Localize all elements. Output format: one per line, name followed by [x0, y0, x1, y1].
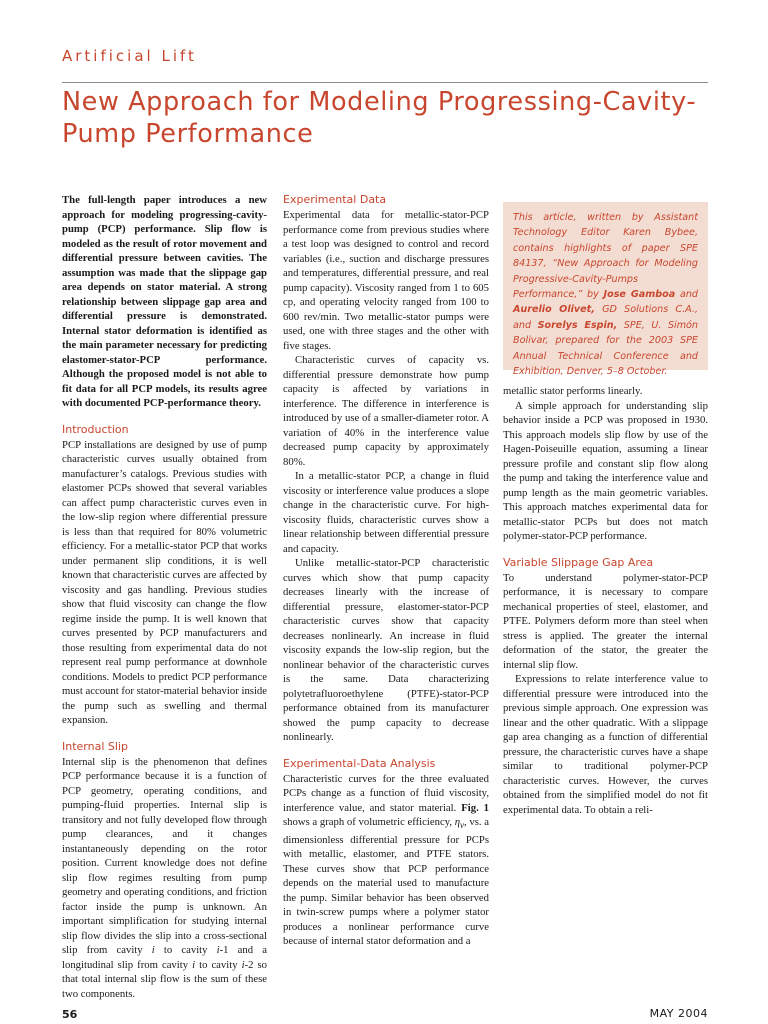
experimental-analysis-paragraph-1: Characteristic curves for the three evaluated PCPs change as a function of fluid viscosity, interference value, and stator material. Fig. 1 shows a graph of volumetric efficiency, $\eta_v$, vs. a dimensionless differential pressure for PCPs with metallic, elastomer, and PTFE stators. These curves show that PCP performance depends on the material used to manufacture the pump. Similar behavior has been observed in twin-screw pumps where a polymer stator produces a nonlinear performance curve because of internal stator deformation and a: [283, 772, 489, 948]
experimental-analysis-paragraph-1-continued: metallic stator performs linearly.: [503, 385, 643, 397]
experimental-data-paragraph-1: Experimental data for metallic-stator-PCP performance come from previous studies where a test loop was designed to control and record variables (i.e., suction and discharge pressures and temperatures, differential pressure, and real pump capacity). Viscosity ranged from 1 to 605 cp, and operating velocity ranged from 100 to 600 rev/min. Two metallic-stator pumps were used, one with three stages and the other with five stages.: [283, 209, 489, 352]
introduction-paragraph: PCP installations are designed by use of pump characteristic curves usually obtained from manufacturer’s catalogs. Previous studies with elastomer PCPs showed that several variables can affect pump characteristic curves even in the low-slip region where differential pressure is less than that required for 80% volumetric efficiency. For a metallic-stator PCP that works under permanent slip conditions, it is well known that characteristic curves are affected by viscosity and gas handling. Previous studies show that fluid viscosity can change the flow regime inside the pump. It is well known that curves presented by PCP manufacturers and those resulting from experimental data do not represent real pump performance at downhole conditions. Models to predict PCP performance must account for stator-material behavior inside the pump such as swelling and thermal expansion.: [62, 438, 267, 726]
column-1: [62, 193, 267, 1001]
internal-slip-paragraph: Internal slip is the phenomenon that defines PCP performance because it is a function of PCP geometry, operating conditions, and pumping-fluid properties. Internal slip is transitory and not fully developed flow through pump clearances, and it changes instantaneously depending on the rotor position. Current knowledge does not define slip flow regimes resulting from pump geometry and operating conditions, and friction factor inside the pump is unknown. An important simplification for studying internal slip flow divides the slip into a cross-sectional slip from cavity i to cavity i-1 and a longitudinal slip from cavity i to cavity i-2 so that total internal slip flow is the sum of these two components.: [62, 755, 268, 1000]
section-label: Artificial Lift: [62, 47, 197, 65]
heading-introduction: Introduction: [62, 422, 129, 436]
column-3: [503, 384, 708, 817]
heading-experimental-analysis: Experimental-Data Analysis: [283, 756, 436, 770]
variable-gap-paragraph-1: To understand polymer-stator-PCP performance, it is necessary to compare mechanical properties of steel, elastomer, and PTFE. Polymers deform more than steel when stress is applied. The greater the internal deformation of the stator, the greater the internal slip flow.: [503, 571, 708, 671]
heading-internal-slip: Internal Slip: [62, 739, 128, 753]
experimental-data-paragraph-3: In a metallic-stator PCP, a change in fluid viscosity or interference value produces a slope change in the characteristic curve. For high-viscosity fluids, characteristic curves show a linear relationship between differential pressure and capacity.: [283, 470, 489, 555]
variable-gap-paragraph-2: Expressions to relate interference value to differential pressure were introduced into the previous simple approach. One expression was linear and the other quadratic. With a slippage gap area changing as a function of differential pressure, the characteristic curves have a shape similar to traditional polymer-PCP characteristic curves. However, the curves obtained from the simplified model do not fit experimental data. To obtain a reli-: [503, 673, 708, 816]
column-2: [283, 193, 489, 949]
issue-date: MAY 2004: [649, 1007, 708, 1020]
page-number: 56: [62, 1008, 78, 1021]
heading-variable-gap: Variable Slippage Gap Area: [503, 555, 654, 569]
article-title: New Approach for Modeling Progressing-Cavity-Pump Performance: [62, 87, 697, 149]
editor-note-box: This article, written by Assistant Technology Editor Karen Bybee, contains highlights of paper SPE 84137, “New Approach for Modeling Progressive-Cavity-Pumps Performance,” by Jose Gamboa and Aurelio Olivet, GD Solutions C.A., and Sorelys Espin, SPE, U. Simón Bolivar, prepared for the 2003 SPE Annual Technical Conference and Exhibition, Denver, 5–8 October.: [503, 202, 708, 370]
header-rule: [62, 82, 708, 83]
experimental-analysis-paragraph-2: A simple approach for understanding slip behavior inside a PCP was proposed in 1930. This approach models slip flow by use of the Hagen-Poiseuille equation, assuming a linear pressure profile and constant slip flow along the pump and taking the interference value and pump length as the main geometric variables. This approach matches experimental data for metallic-stator PCPs but does not match polymer-stator-PCP performance.: [503, 399, 708, 542]
experimental-data-paragraph-2: Characteristic curves of capacity vs. differential pressure demonstrate how pump capacity is affected by variations in interference. The difference in interference is introduced by use of a smaller-diameter rotor. A variation of 40% in the interference value decreased pump capacity by approximately 80%.: [283, 354, 489, 468]
abstract: The full-length paper introduces a new approach for modeling progressing-cavity-pump (PCP) performance. Slip flow is modeled as the result of rotor movement and differential pressure between cavities. The assumption was made that the slippage gap area depends on stator material. A strong relationship between slippage gap area and differential pressure is demonstrated. Internal stator deformation is identified as the main parameter necessary for predicting elastomer-stator-PCP performance. Although the proposed model is not able to fit data for all PCP models, its results agree with documented PCP-performance theory.: [62, 194, 267, 409]
heading-experimental-data: Experimental Data: [283, 193, 387, 206]
figure-reference[interactable]: Fig. 1: [461, 801, 489, 814]
experimental-data-paragraph-4: Unlike metallic-stator-PCP characteristic curves which show that pump capacity decreases linearly with the increase of differential pressure, elastomer-stator-PCP characteristic curves show that capacity decreases nonlinearly. An increase in fluid viscosity expands the low-slip region, but the nonlinear behavior of the characteristic curves is the same. Data characterizing polytetrafluoroethylene (PTFE)-stator-PCP performance obtained from its manufacturer showed the pump capacity to decrease nonlinearly.: [283, 557, 489, 743]
